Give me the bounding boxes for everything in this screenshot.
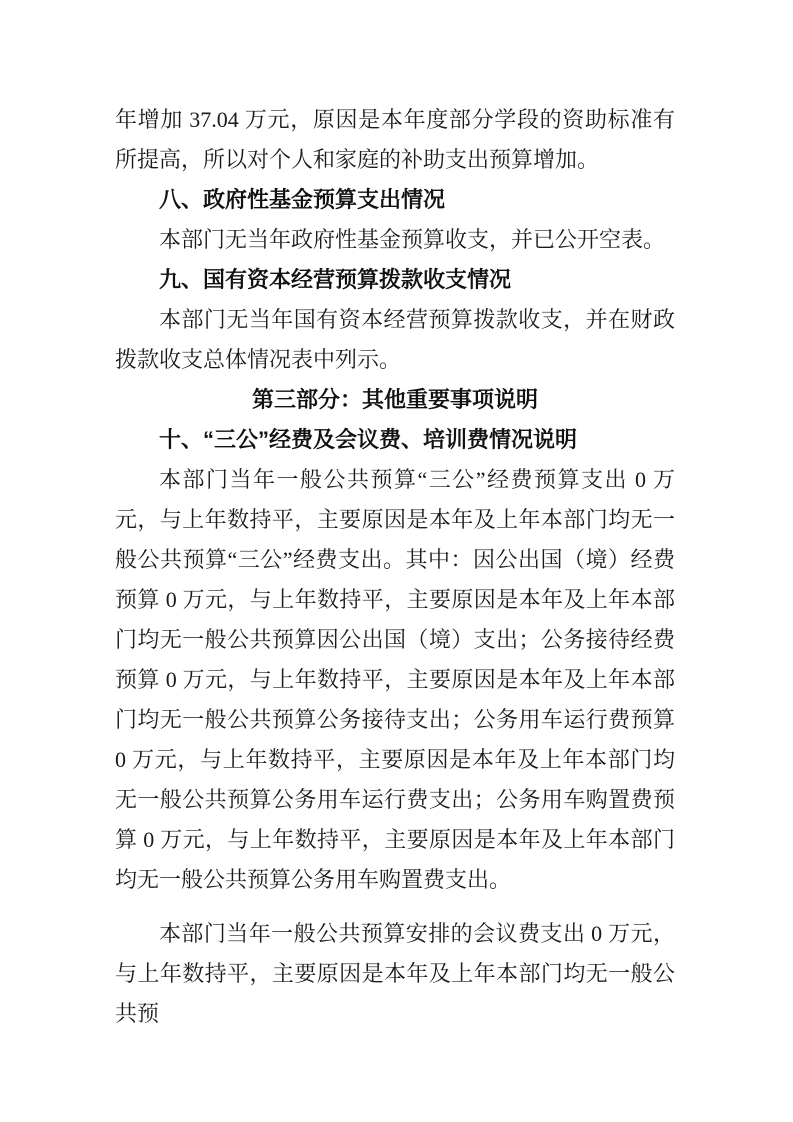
paragraph-state-capital-budget: 本部门无当年国有资本经营预算拨款收支，并在财政拨款收支总体情况表中列示。 <box>115 307 675 372</box>
heading-section-9-state-capital-budget: 九、国有资本经营预算拨款收支情况 <box>159 267 512 292</box>
heading-section-10-three-public-expenses: 十、“三公”经费及会议费、培训费情况说明 <box>159 427 578 452</box>
paragraph-gov-fund-budget: 本部门无当年政府性基金预算收支，并已公开空表。 <box>159 227 666 252</box>
heading-section-8-gov-fund-budget: 八、政府性基金预算支出情况 <box>159 187 446 212</box>
paragraph-subsidy-increase: 年增加 37.04 万元，原因是本年度部分学段的资助标准有所提高，所以对个人和家庭的补助支出预算增加。 <box>115 107 675 172</box>
paragraph-three-public-expenses: 本部门当年一般公共预算“三公”经费预算支出 0 万元，与上年数持平，主要原因是本年及上年本部门均无一般公共预算“三公”经费支出。其中：因公出国（境）经费预算 0 万元，与上年数持平，主要原因是本年及上年本部门均无一般公共预算因公出国（境）支出；公务接待经费预算 0 万元，与上年数持平，主要原因是本年及上年本部门均无一般公共预算公务接待支出；公务用车运行费预算 0 万元，与上年数持平，主要原因是本年及上年本部门均无一般公共预算公务用车运行费支出；公务用车购置费预算 0 万元，与上年数持平，主要原因是本年及上年本部门均无一般公共预算公务用车购置费支出。 <box>115 467 675 892</box>
paragraph-meeting-fee: 本部门当年一般公共预算安排的会议费支出 0 万元，与上年数持平，主要原因是本年及上年本部门均无一般公共预 <box>115 921 675 1026</box>
heading-part-3-other-important-matters: 第三部分：其他重要事项说明 <box>251 387 538 412</box>
